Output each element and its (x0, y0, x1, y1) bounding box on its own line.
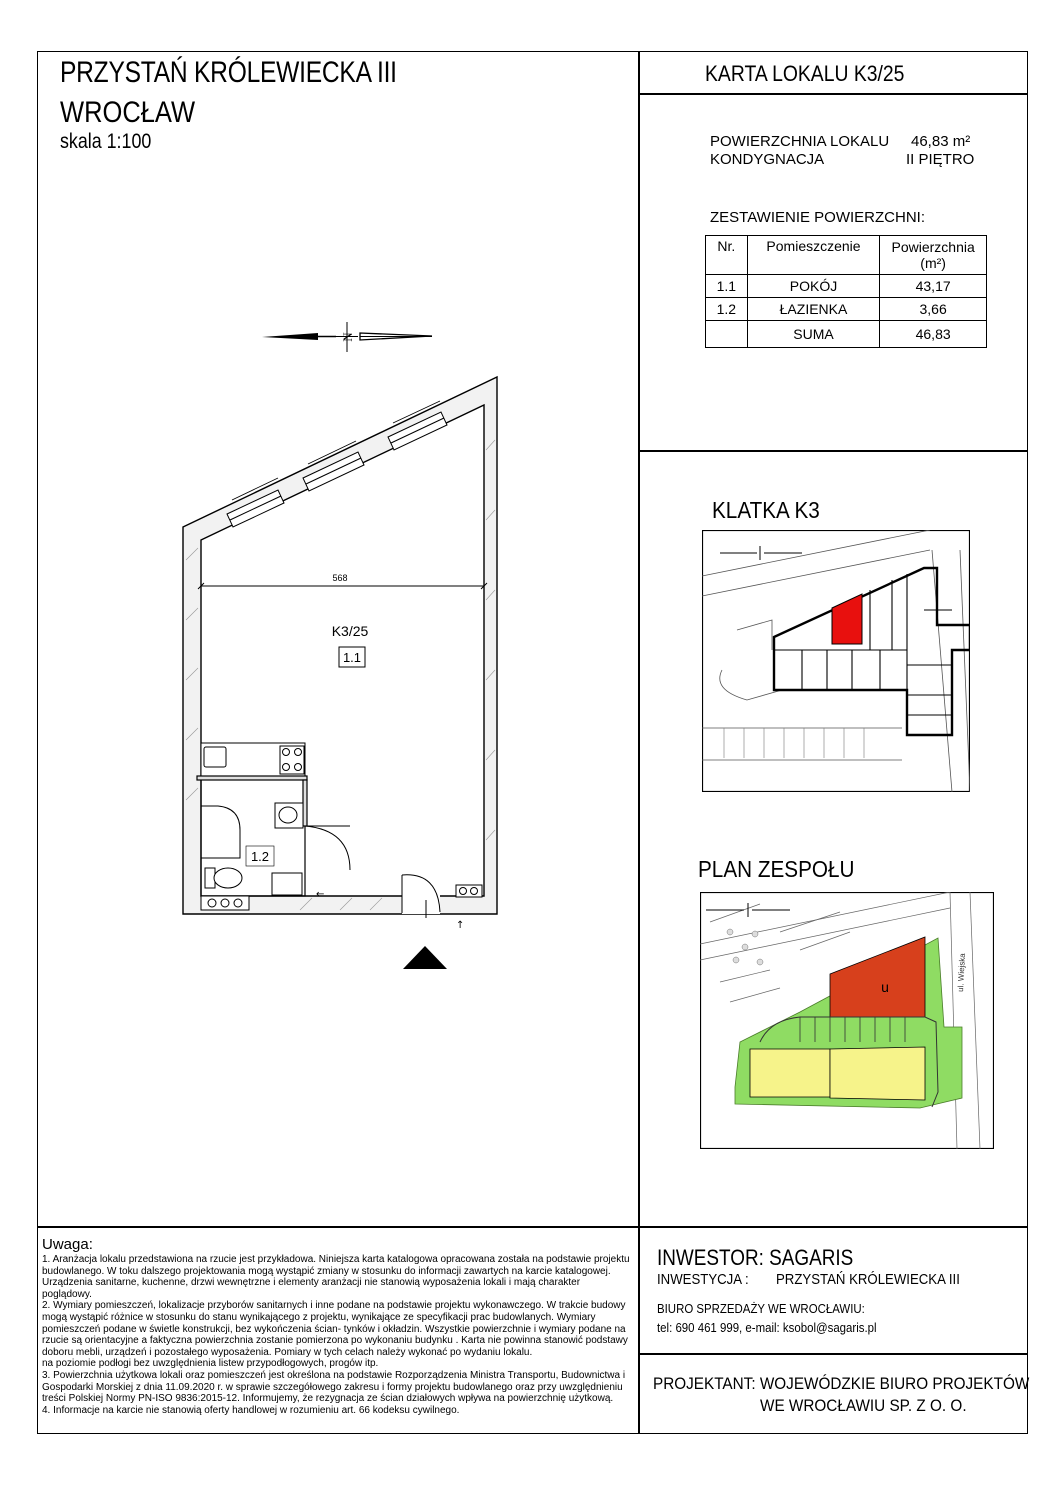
col-header-nr: Nr. (706, 236, 748, 275)
site-marker: u (881, 979, 889, 995)
note-line: na poziomie podłogi bez uwzględnienia listew przypodłogowych, progów itp. (42, 1358, 379, 1370)
floor-label: KONDYGNACJA (710, 151, 825, 168)
area-label: POWIERZCHNIA LOKALU (710, 133, 890, 150)
note-line: 2. Wymiary pomieszczeń, lokalizacje przyborów sanitarnych i inne podane na podstawie projektu wykonawczego. W trakcie budowy (42, 1300, 626, 1312)
row-nr: 1.2 (706, 298, 748, 321)
notes-section (42, 1236, 632, 1416)
sum-value: 46,83 (880, 321, 987, 348)
city-name: WROCŁAW (60, 96, 196, 129)
divider-designer (638, 1353, 1028, 1355)
note-line: rzucie są orientacyjne a faktyczna powierzchnia zostanie pomierzona po wykonaniu budynku . Karta nie powinna stanowić podstawy (42, 1335, 628, 1347)
table-row (706, 275, 987, 298)
sum-label: SUMA (747, 321, 880, 348)
project-title: PRZYSTAŃ KRÓLEWIECKA III (60, 56, 397, 89)
floor-value: II PIĘTRO (906, 151, 975, 168)
notes-title: Uwaga: (42, 1236, 93, 1253)
col-header-area (880, 236, 987, 275)
room-2-label: 1.2 (250, 849, 270, 864)
row-nr: 1.1 (706, 275, 748, 298)
stair-section-title: KLATKA K3 (712, 497, 820, 523)
unit-label: K3/25 (331, 623, 369, 639)
site-section-title: PLAN ZESPOŁU (698, 856, 855, 882)
north-arrow-icon (262, 322, 432, 352)
row-room: ŁAZIENKA (747, 298, 880, 321)
investor-line: INWESTOR: SAGARIS (657, 1245, 854, 1270)
arrow-up-icon: ↑ (456, 920, 465, 931)
scale-label: skala 1:100 (60, 130, 152, 153)
row-area: 43,17 (880, 275, 987, 298)
street-label: ul. Wiejska (956, 952, 968, 993)
note-line: doboru mebli, urządzeń i pozostałego wyposażenia. Pomiary w tych celach należy wykonać po wydaniu lokalu. (42, 1346, 533, 1358)
sum-empty-cell (706, 321, 748, 348)
divider-right-info (638, 450, 1028, 452)
note-line: budowlanego. W toku dalszego projektowania mogą wystąpić zmiany w stosunku do informacji zawartych na karcie katalogowej. (42, 1265, 611, 1277)
sales-office-label: BIURO SPRZEDAŻY WE WROCŁAWIU: (657, 1301, 865, 1316)
note-line: mogą wystąpić różnice w stosunku do stanu wynikającego z projektu, wynikające ze specyfikacji prac budowlanych. Wymiary (42, 1311, 596, 1323)
note-line: treści Polskiej Normy PN-ISO 9836:2015-12. Informujemy, że rezygnacja ze ścian działowych wpływa na powierzchnię użytkową. (42, 1393, 614, 1405)
designer-line-2: WE WROCŁAWIU SP. Z O. O. (760, 1396, 967, 1415)
area-value: 46,83 m² (911, 133, 971, 150)
contact-info: tel: 690 461 999, e-mail: ksobol@sagaris.pl (657, 1320, 877, 1335)
washing-machine (272, 873, 302, 895)
col-header-room: Pomieszczenie (747, 236, 880, 275)
areas-table-title: ZESTAWIENIE POWIERZCHNI: (710, 209, 926, 226)
stair-map (702, 530, 970, 792)
note-line: 1. Aranżacja lokalu przedstawiona na rzucie jest przykładowa. Niniejsza karta katalogowa opracowana została na podstawie projektu (42, 1254, 630, 1265)
col-header-area-label: Powierzchnia (891, 239, 975, 255)
floor-plan (180, 310, 510, 980)
kitchen-counter (201, 743, 305, 776)
designer-line-1: PROJEKTANT: WOJEWÓDZKIE BIURO PROJEKTÓW (653, 1374, 1030, 1393)
areas-table (705, 235, 987, 348)
installation-shaft (456, 885, 482, 897)
investment-label: INWESTYCJA : (657, 1271, 749, 1288)
card-title: KARTA LOKALU K3/25 (705, 61, 905, 86)
divider-right-header (638, 93, 1028, 95)
note-line: Urządzenia sanitarne, kuchenne, drzwi wewnętrzne i elementy aranżacji nie stanowią wyposażenia lokali i mają charakter poglądowy. (42, 1277, 581, 1300)
table-row (706, 298, 987, 321)
investment-value: PRZYSTAŃ KRÓLEWIECKA III (776, 1271, 960, 1288)
row-area: 3,66 (880, 298, 987, 321)
toilet (205, 868, 242, 888)
note-line: Gospodarki Morskiej z dnia 11.09.2020 r. w sprawie szczegółowego zakresu i formy projektu budowlanego oraz przy uwzględnieniu (42, 1381, 623, 1393)
site-map (700, 892, 994, 1149)
north-letter: N (340, 332, 355, 342)
divider-notes (37, 1226, 1028, 1228)
dimension-value: 568 (332, 573, 348, 583)
note-line: 3. Powierzchnia użytkowa lokali oraz pomieszczeń jest określona na podstawie Rozporządzenia Ministra Transportu, Budownictwa i (42, 1369, 626, 1381)
utility-niche (201, 896, 249, 910)
table-sum-row (706, 321, 987, 348)
sink (275, 803, 303, 828)
room-1-label: 1.1 (342, 650, 362, 665)
walls (183, 377, 497, 914)
col-header-area-unit: (m²) (920, 255, 946, 271)
note-line: pomieszczeń podane w świetle konstrukcji, bez wykończenia ścian- tynków i okładzin. Wszystkie powierzchnie i wymiary podane na (42, 1323, 626, 1335)
entrance-marker-icon (403, 946, 447, 969)
note-line: 4. Informacje na karcie nie stanowią oferty handlowej w rozumieniu art. 66 kodeksu cywilnego. (42, 1404, 460, 1416)
arrow-left-icon: ← (316, 889, 325, 900)
table-header-row (706, 236, 987, 275)
row-room: POKÓJ (747, 275, 880, 298)
